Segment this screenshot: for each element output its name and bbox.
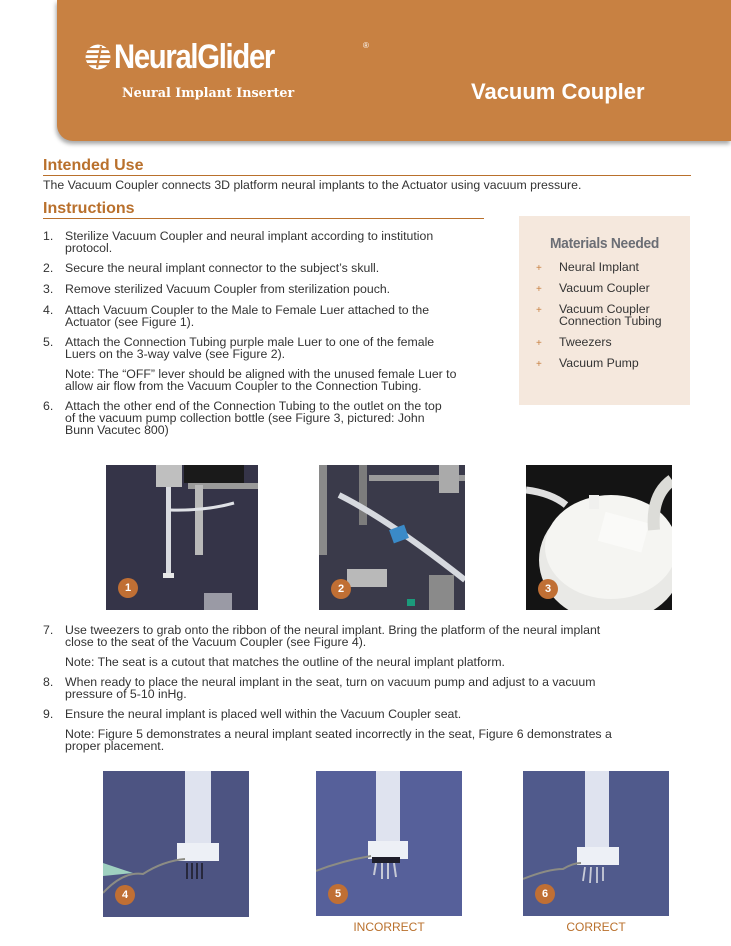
step-item xyxy=(43,676,612,700)
striped-globe-icon xyxy=(85,44,111,70)
materials-needed-box xyxy=(519,216,690,405)
plus-bullet-icon: + xyxy=(536,359,542,370)
intended-use-text: The Vacuum Coupler connects 3D platform neural implants to the Actuator using vacuum pressure. xyxy=(43,178,582,192)
figure-3-photo xyxy=(526,465,672,611)
step-number: 1. xyxy=(43,229,54,243)
step-text-line: of the vacuum pump collection bottle (see Figure 3, pictured: John xyxy=(65,411,425,425)
material-item xyxy=(536,303,662,327)
figure-5-photo xyxy=(316,771,462,916)
step-text-line: When ready to place the neural implant in the seat, turn on vacuum pump and adjust to a vacuum xyxy=(65,675,596,689)
figure-5-caption: INCORRECT xyxy=(353,920,425,934)
step-item xyxy=(43,624,612,648)
note-text-line: proper placement. xyxy=(65,739,165,753)
step-note xyxy=(43,368,456,392)
note-text-line: allow air flow from the Vacuum Coupler to the Connection Tubing. xyxy=(65,379,422,393)
step-text-line: close to the seat of the Vacuum Coupler (see Figure 4). xyxy=(65,635,367,649)
step-number: 3. xyxy=(43,282,54,296)
step-number: 9. xyxy=(43,707,54,721)
material-label: Vacuum Pump xyxy=(559,356,639,370)
step-text-line: Attach Vacuum Coupler to the Male to Female Luer attached to the xyxy=(65,303,430,317)
plus-bullet-icon: + xyxy=(536,284,542,295)
step-number: 6. xyxy=(43,399,54,413)
brand-logo xyxy=(85,38,369,101)
figure-6-photo xyxy=(523,771,669,916)
intended-use-heading: Intended Use xyxy=(43,157,691,176)
figure-1-photo xyxy=(106,465,258,610)
material-label: Vacuum Coupler xyxy=(559,302,650,316)
step-number: 5. xyxy=(43,335,54,349)
note-text-line: Note: Figure 5 demonstrates a neural implant seated incorrectly in the seat, Figure 6 demonstrates a xyxy=(65,727,612,741)
step-text-line: Attach the other end of the Connection Tubing to the outlet on the top xyxy=(65,399,442,413)
brand-name: NeuralGlider xyxy=(114,38,275,76)
plus-bullet-icon: + xyxy=(536,305,542,316)
figure-number-badge: 2 xyxy=(331,579,351,599)
note-text-line: Note: The “OFF” lever should be aligned with the unused female Luer to xyxy=(65,367,457,381)
figure-2-photo xyxy=(319,465,465,611)
figure-number-badge: 3 xyxy=(538,579,558,599)
registered-mark: ® xyxy=(363,41,369,50)
material-label: Neural Implant xyxy=(559,260,639,274)
step-text-line: Attach the Connection Tubing purple male Luer to one of the female xyxy=(65,335,435,349)
material-label: Tweezers xyxy=(559,335,612,349)
step-text-line: Luers on the 3-way valve (see Figure 2). xyxy=(65,347,286,361)
step-text-line: Use tweezers to grab onto the ribbon of the neural implant. Bring the platform of the neural implant xyxy=(65,623,601,637)
step-text-line: Sterilize Vacuum Coupler and neural implant according to institution xyxy=(65,229,434,243)
plus-bullet-icon: + xyxy=(536,338,542,349)
figure-6-caption: CORRECT xyxy=(566,920,626,934)
material-item xyxy=(536,357,662,369)
step-item xyxy=(43,400,456,436)
step-text-line: pressure of 5-10 inHg. xyxy=(65,687,187,701)
material-item xyxy=(536,261,662,273)
brand-tagline: Neural Implant Inserter xyxy=(122,86,295,101)
step-note xyxy=(43,656,612,668)
instructions-list-part2 xyxy=(43,624,612,752)
note-text-line: Note: The seat is a cutout that matches the outline of the neural implant platform. xyxy=(65,655,505,669)
step-text-line: Remove sterilized Vacuum Coupler from sterilization pouch. xyxy=(65,282,391,296)
figure-number-badge: 5 xyxy=(328,884,348,904)
figure-4-photo xyxy=(103,771,249,917)
step-item xyxy=(43,230,456,254)
step-item xyxy=(43,336,456,360)
step-text-line: Actuator (see Figure 1). xyxy=(65,315,195,329)
step-text-line: protocol. xyxy=(65,241,113,255)
figure-number-badge: 6 xyxy=(535,884,555,904)
step-item xyxy=(43,283,456,295)
materials-list xyxy=(536,261,662,378)
step-note xyxy=(43,728,612,752)
step-text-line: Secure the neural implant connector to the subject’s skull. xyxy=(65,261,380,275)
material-label: Connection Tubing xyxy=(559,314,662,328)
materials-heading: Materials Needed xyxy=(549,235,660,252)
document-title: Vacuum Coupler xyxy=(471,79,645,104)
instructions-list-part1 xyxy=(43,230,456,436)
step-item xyxy=(43,304,456,328)
step-item xyxy=(43,262,456,274)
figure-number-badge: 1 xyxy=(118,578,138,598)
step-text-line: Ensure the neural implant is placed well within the Vacuum Coupler seat. xyxy=(65,707,462,721)
material-item xyxy=(536,282,662,294)
figure-number-badge: 4 xyxy=(115,885,135,905)
step-number: 7. xyxy=(43,623,54,637)
header-banner xyxy=(57,0,731,141)
material-label: Vacuum Coupler xyxy=(559,281,650,295)
step-number: 8. xyxy=(43,675,54,689)
step-item xyxy=(43,708,612,720)
material-item xyxy=(536,336,662,348)
plus-bullet-icon: + xyxy=(536,263,542,274)
step-number: 4. xyxy=(43,303,54,317)
instructions-heading: Instructions xyxy=(43,200,484,219)
step-text-line: Bunn Vacutec 800) xyxy=(65,423,169,437)
step-number: 2. xyxy=(43,261,54,275)
